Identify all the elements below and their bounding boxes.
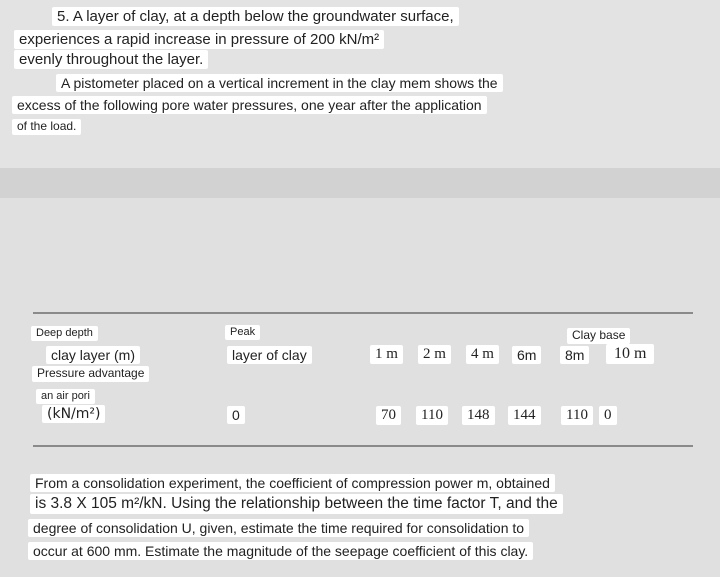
row-label-air-pori: an air pori [36, 389, 95, 404]
pressure-value: 110 [416, 406, 448, 425]
pressure-value: 0 [599, 406, 617, 425]
consolidation-line-4: occur at 600 mm. Estimate the magnitude of the seepage coefficient of this clay. [28, 542, 533, 560]
pressure-value: 144 [508, 406, 541, 425]
problem-line-6: of the load. [12, 119, 81, 135]
header-peak: Peak [225, 325, 260, 340]
problem-line-2: experiences a rapid increase in pressure of 200 kN/m² [14, 30, 384, 49]
header-depth: Deep depth [31, 326, 98, 341]
problem-line-1: 5. A layer of clay, at a depth below the groundwater surface, [52, 7, 459, 26]
consolidation-line-3: degree of consolidation U, given, estimate the time required for consolidation to [28, 519, 529, 537]
depth-value: 4 m [466, 345, 499, 364]
row-label-unit: (kN/m²) [42, 405, 105, 423]
separator-band [0, 168, 720, 198]
problem-line-5: excess of the following pore water pressures, one year after the application [12, 96, 487, 114]
consolidation-line-2: is 3.8 X 105 m²/kN. Using the relationship between the time factor T, and the [30, 494, 563, 514]
problem-line-3: evenly throughout the layer. [14, 50, 208, 69]
table-bottom-rule [33, 445, 693, 447]
header-clay-base: Clay base [567, 328, 630, 344]
row-label-clay-layer: clay layer (m) [46, 346, 140, 364]
row-label-pressure-advantage: Pressure advantage [32, 366, 149, 382]
problem-line-4: A pistometer placed on a vertical increment in the clay mem shows the [56, 74, 503, 92]
depth-value: 2 m [418, 345, 451, 364]
depth-value: 6m [512, 346, 541, 364]
depth-value: 10 m [606, 344, 654, 364]
depth-value: 1 m [370, 345, 403, 364]
peak-pressure-value: 0 [227, 406, 245, 424]
pressure-value: 70 [376, 406, 401, 425]
pressure-value: 110 [561, 406, 593, 425]
pressure-value: 148 [462, 406, 495, 425]
depth-value: 8m [560, 346, 589, 364]
table-top-rule [33, 312, 693, 314]
consolidation-line-1: From a consolidation experiment, the coefficient of compression power m, obtained [30, 474, 555, 492]
peak-layer-of-clay: layer of clay [227, 346, 312, 364]
